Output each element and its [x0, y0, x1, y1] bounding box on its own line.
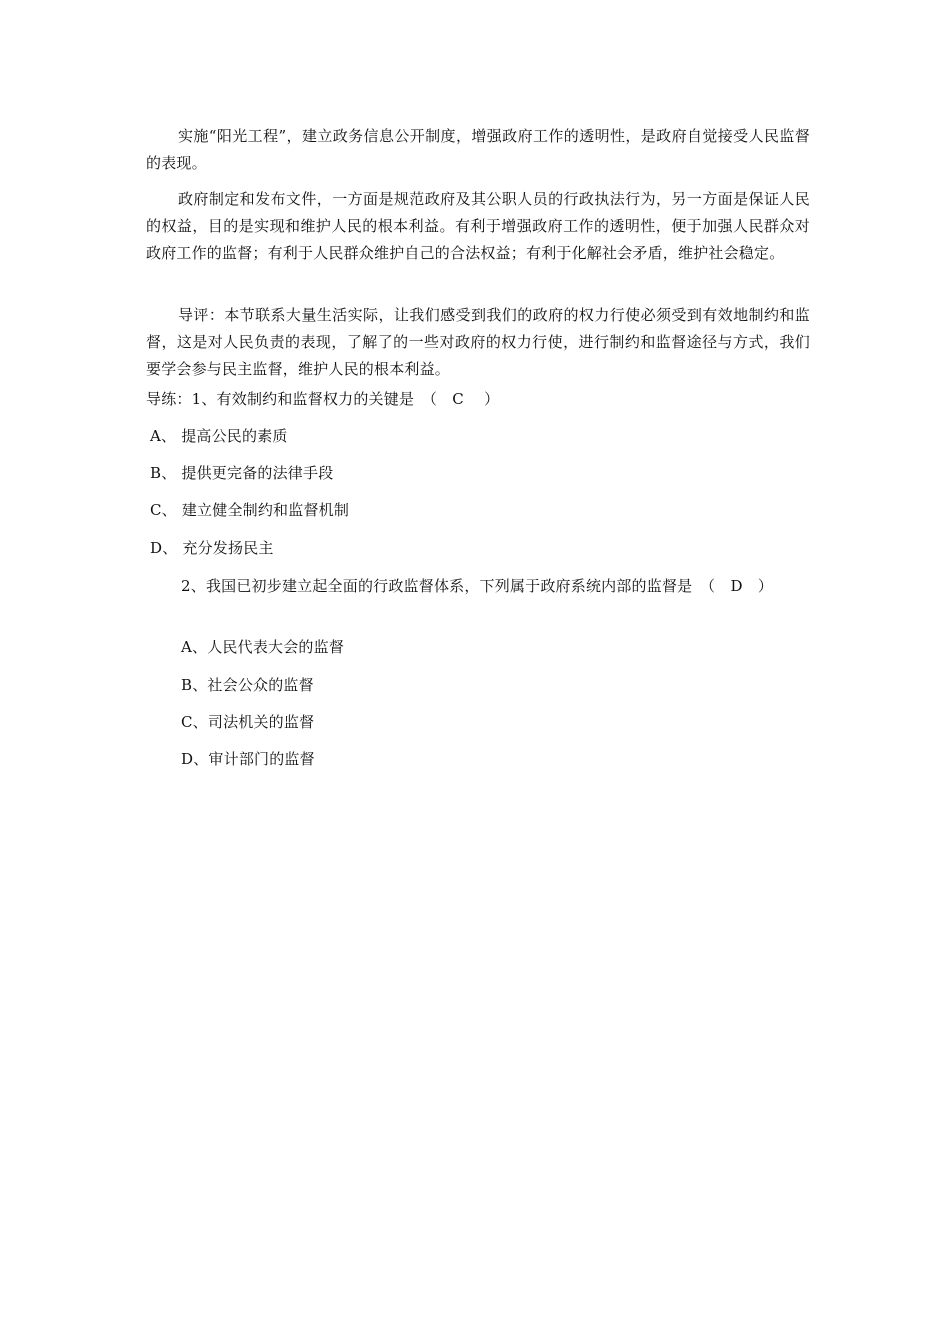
question-2-option-d: D、审计部门的监督 [181, 750, 315, 768]
question-2-option-b: B、社会公众的监督 [181, 676, 314, 694]
question-2-option-a: A、人民代表大会的监督 [181, 638, 345, 656]
question-1-option-c: C、 建立健全制约和监督机制 [150, 501, 350, 519]
question-2-stem: 2、我国已初步建立起全面的行政监督体系，下列属于政府系统内部的监督是 （ D ） [181, 577, 774, 595]
paragraph-government-documents: 政府制定和发布文件，一方面是规范政府及其公职人员的行政执法行为，另一方面是保证人民的权益，目的是实现和维护人民的根本利益。有利于增强政府工作的透明性，便于加强人民群众对政府工作的监督；有利于人民群众维护自己的合法权益；有利于化解社会矛盾，维护社会稳定。 [146, 190, 810, 262]
question-2-option-c: C、司法机关的监督 [181, 713, 315, 731]
question-1-option-d: D、 充分发扬民主 [150, 539, 274, 557]
question-1-option-b: B、 提供更完备的法律手段 [150, 464, 334, 482]
question-1-stem: 导练：1、有效制约和监督权力的关键是 （ C ） [146, 390, 500, 408]
question-1-option-a: A、 提高公民的素质 [150, 427, 288, 445]
paragraph-commentary: 导评：本节联系大量生活实际，让我们感受到我们的政府的权力行使必须受到有效地制约和监督，这是对人民负责的表现，了解了的一些对政府的权力行使，进行制约和监督途径与方式，我们要学会参与民主监督，维护人民的根本利益。 [146, 306, 810, 378]
paragraph-sunshine-project: 实施“阳光工程”，建立政务信息公开制度，增强政府工作的透明性，是政府自觉接受人民监督的表现。 [146, 127, 810, 172]
